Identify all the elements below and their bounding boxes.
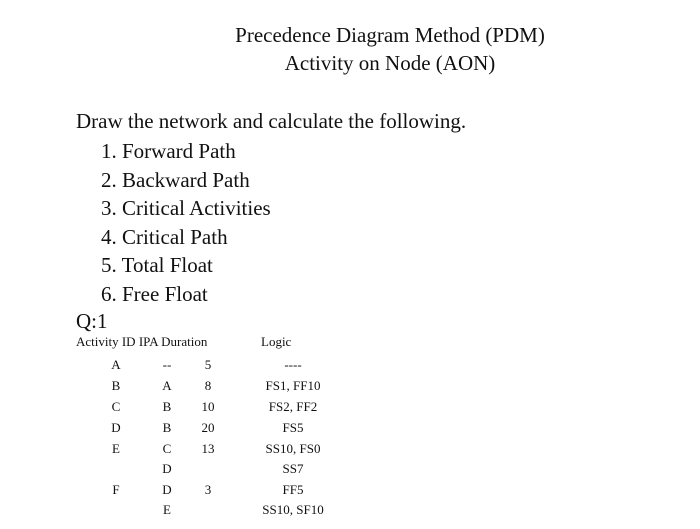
activity-id-cell: C bbox=[111, 399, 121, 414]
ipa-cell: B bbox=[162, 420, 172, 435]
ipa-cell: -- bbox=[162, 357, 172, 372]
logic-cell: SS7 bbox=[282, 461, 304, 476]
logic-cell: ---- bbox=[284, 357, 302, 372]
ipa-cell: C bbox=[162, 441, 172, 456]
ipa-cell: D bbox=[162, 461, 172, 476]
activity-id-cell: E bbox=[112, 441, 120, 456]
table-header-activity-ipa-duration: Activity ID IPA Duration bbox=[76, 334, 208, 349]
logic-cell: FS2, FF2 bbox=[268, 399, 318, 414]
activity-id-cell: A bbox=[111, 357, 121, 372]
duration-cell: 3 bbox=[204, 482, 212, 497]
logic-cell: FS1, FF10 bbox=[265, 378, 321, 393]
page-title: Precedence Diagram Method (PDM) bbox=[235, 23, 545, 47]
activity-id-cell: D bbox=[111, 420, 121, 435]
duration-cell: 5 bbox=[204, 357, 212, 372]
instruction-text: Draw the network and calculate the following. bbox=[76, 109, 467, 133]
duration-cell: 10 bbox=[201, 399, 215, 414]
ipa-cell: B bbox=[162, 399, 172, 414]
duration-cell: 13 bbox=[201, 441, 215, 456]
task-item: 2. Backward Path bbox=[101, 167, 250, 192]
task-item: 6. Free Float bbox=[101, 281, 208, 306]
task-list bbox=[101, 137, 271, 309]
duration-cell: 8 bbox=[204, 378, 212, 393]
activity-id-cell: B bbox=[111, 378, 121, 393]
ipa-cell: E bbox=[163, 502, 171, 517]
activity-id-cell: F bbox=[112, 482, 120, 497]
logic-cell: FS5 bbox=[282, 420, 304, 435]
task-item: 3. Critical Activities bbox=[101, 196, 271, 221]
ipa-cell: D bbox=[162, 482, 172, 497]
question-label: Q:1 bbox=[76, 309, 108, 333]
task-item: 1. Forward Path bbox=[101, 139, 236, 163]
table-header-logic: Logic bbox=[261, 334, 292, 349]
page-subtitle: Activity on Node (AON) bbox=[284, 51, 496, 75]
logic-cell: SS10, FS0 bbox=[265, 441, 321, 456]
task-item: 5. Total Float bbox=[101, 253, 213, 278]
ipa-cell: A bbox=[162, 378, 172, 393]
duration-cell: 20 bbox=[201, 420, 215, 435]
task-item: 4. Critical Path bbox=[101, 224, 228, 249]
logic-cell: FF5 bbox=[282, 482, 304, 497]
logic-cell: SS10, SF10 bbox=[262, 502, 324, 517]
